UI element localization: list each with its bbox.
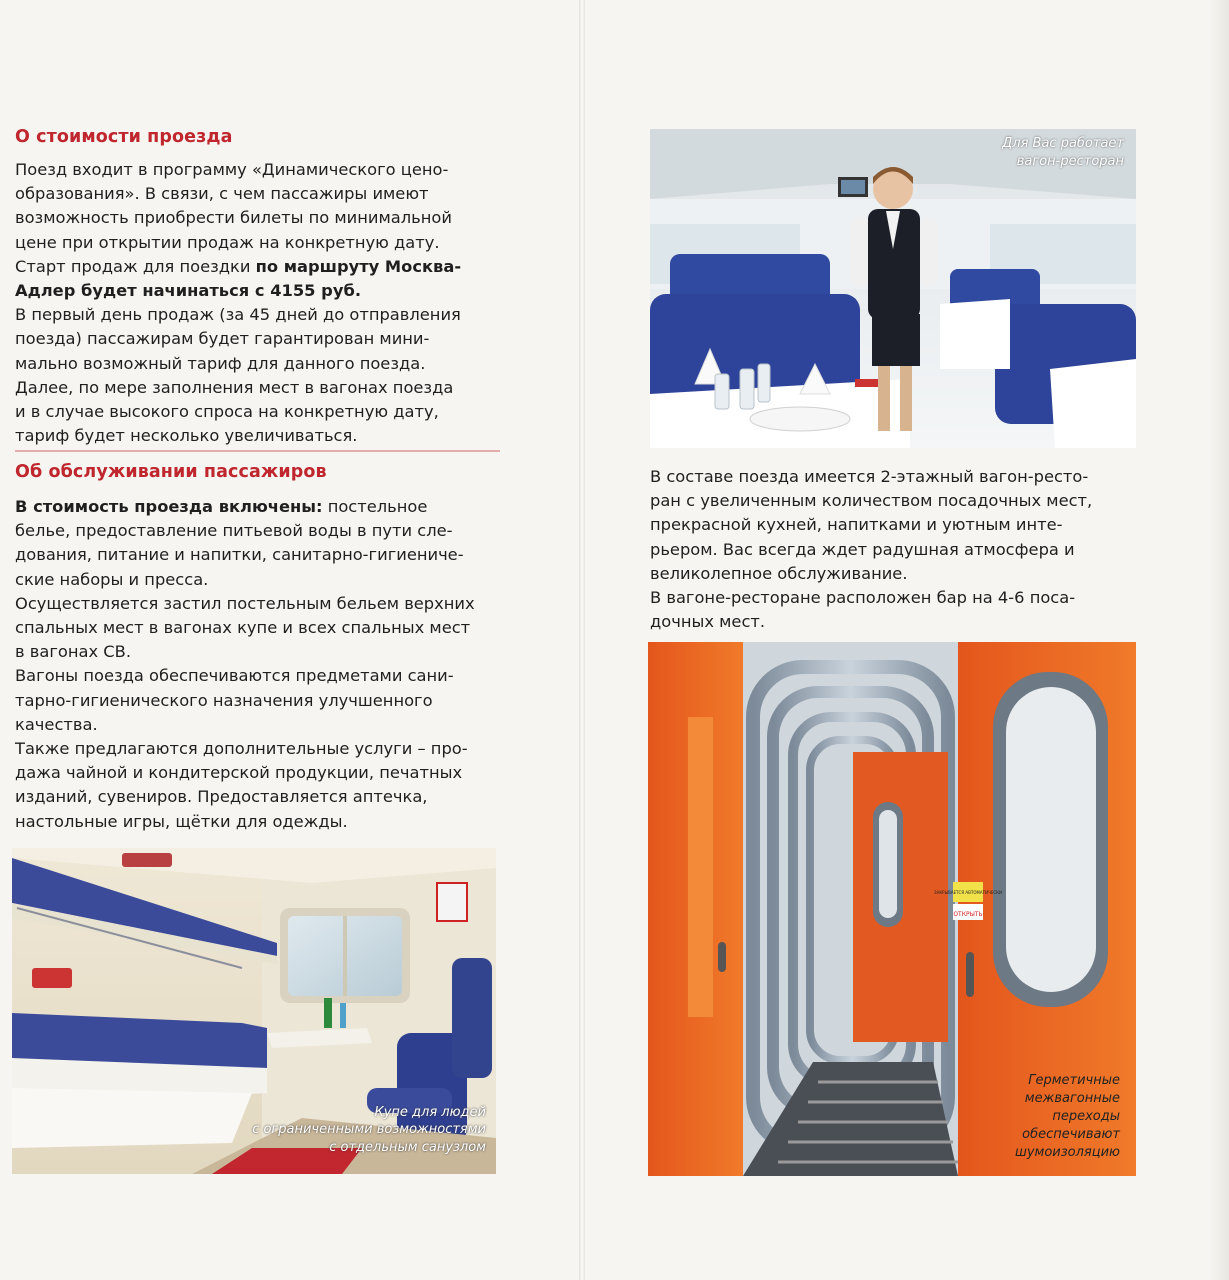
heading-fare: О стоимости проезда: [15, 127, 233, 147]
page-edge: [1210, 0, 1229, 1280]
fare-line: тариф будет несколько увеличиваться.: [15, 426, 358, 446]
service-line: спальных мест в вагонах купе и всех спальных мест: [15, 618, 471, 638]
restaurant-illustration: [650, 129, 1136, 448]
caption-line: шумоизоляцию: [1014, 1145, 1120, 1160]
heading-service: Об обслуживании пассажиров: [15, 462, 327, 482]
service-line: дажа чайной и кондитерской продукции, печатных: [15, 763, 463, 783]
page-fold: [579, 0, 585, 1280]
sign-open-text: ОТКРЫТЬ: [953, 911, 983, 918]
caption-line: с отдельным санузлом: [329, 1139, 486, 1155]
fare-line-route: [15, 255, 461, 279]
restaurant-line: В вагоне-ресторане расположен бар на 4-6 поса-: [650, 588, 1076, 608]
restaurant-line: рьером. Вас всегда ждет радушная атмосфера и: [650, 539, 1075, 559]
service-line: Также предлагаются дополнительные услуги – про-: [15, 739, 468, 759]
fare-line-price: [15, 279, 461, 303]
service-line: качества.: [15, 714, 98, 734]
fare-route-bold: по маршруту Москва-: [255, 256, 462, 276]
service-line: в вагонах СВ.: [15, 642, 132, 662]
restaurant-line: дочных мест.: [650, 612, 766, 632]
service-lead-rest: постельное: [322, 497, 428, 516]
passage-photo: [648, 642, 1136, 1176]
fare-paragraph: [15, 158, 461, 448]
caption-line: Купе для людей: [374, 1104, 486, 1120]
sign-auto-text: ЗАКРЫВАЕТСЯ АВТОМАТИЧЕСКИ: [934, 890, 1002, 895]
caption-line: обеспечивают: [1022, 1127, 1120, 1142]
restaurant-line: великолепное обслуживание.: [650, 563, 908, 583]
service-line: изданий, сувениров. Предоставляется аптечка,: [15, 787, 428, 807]
fare-line: В первый день продаж (за 45 дней до отправления: [15, 305, 461, 325]
restaurant-line: прекрасной кухней, напитками и уютным инте-: [650, 515, 1063, 535]
service-line: дования, питание и напитки, санитарно-гигиениче-: [15, 545, 464, 565]
compartment-caption: [252, 1104, 486, 1157]
fare-line: и в случае высокого спроса на конкретную дату,: [15, 402, 439, 422]
service-line: тарно-гигиенического назначения улучшенного: [15, 690, 433, 710]
fare-line: поезда) пассажирам будет гарантирован мини-: [15, 329, 430, 349]
caption-line: Для Вас работает: [1002, 136, 1124, 151]
service-lead-bold: В стоимость проезда включены:: [15, 497, 323, 516]
caption-line: с ограниченными возможностями: [252, 1122, 486, 1137]
restaurant-caption: [1002, 135, 1124, 170]
fare-line: цене при открытии продаж на конкретную дату.: [15, 232, 440, 252]
fare-price-bold: Адлер будет начинаться с 4155 руб.: [15, 281, 362, 301]
caption-line: вагон-ресторан: [1016, 153, 1124, 169]
restaurant-line: ран с увеличенным количеством посадочных мест,: [650, 491, 1093, 511]
section-divider: [15, 450, 500, 452]
service-line: белье, предоставление питьевой воды в пути сле-: [15, 521, 453, 541]
restaurant-photo: [650, 129, 1136, 448]
service-line-lead: [15, 495, 475, 519]
restaurant-line: В составе поезда имеется 2-этажный вагон-ресто-: [650, 467, 1089, 486]
service-line: Вагоны поезда обеспечиваются предметами сани-: [15, 666, 454, 686]
restaurant-paragraph: [650, 465, 1092, 634]
service-line: Осуществляется застил постельным бельем верхних: [15, 593, 475, 613]
service-line: настольные игры, щётки для одежды.: [15, 811, 348, 831]
compartment-photo: [12, 848, 496, 1174]
caption-line: переходы: [1052, 1109, 1120, 1124]
service-line: ские наборы и пресса.: [15, 569, 209, 589]
passage-caption: [1015, 1072, 1120, 1162]
caption-line: межвагонные: [1024, 1091, 1120, 1106]
fare-line: Поезд входит в программу «Динамического цено-: [15, 160, 449, 179]
fare-line: мально возможный тариф для данного поезда.: [15, 353, 426, 373]
fare-line: Далее, по мере заполнения мест в вагонах поезда: [15, 377, 454, 397]
fare-line: образования». В связи, с чем пассажиры имеют: [15, 184, 429, 204]
caption-line: Герметичные: [1028, 1073, 1120, 1088]
fare-line: возможность приобрести билеты по минимальной: [15, 208, 452, 228]
fare-route-intro: Старт продаж для поездки: [15, 256, 256, 276]
service-paragraph: [15, 495, 475, 834]
